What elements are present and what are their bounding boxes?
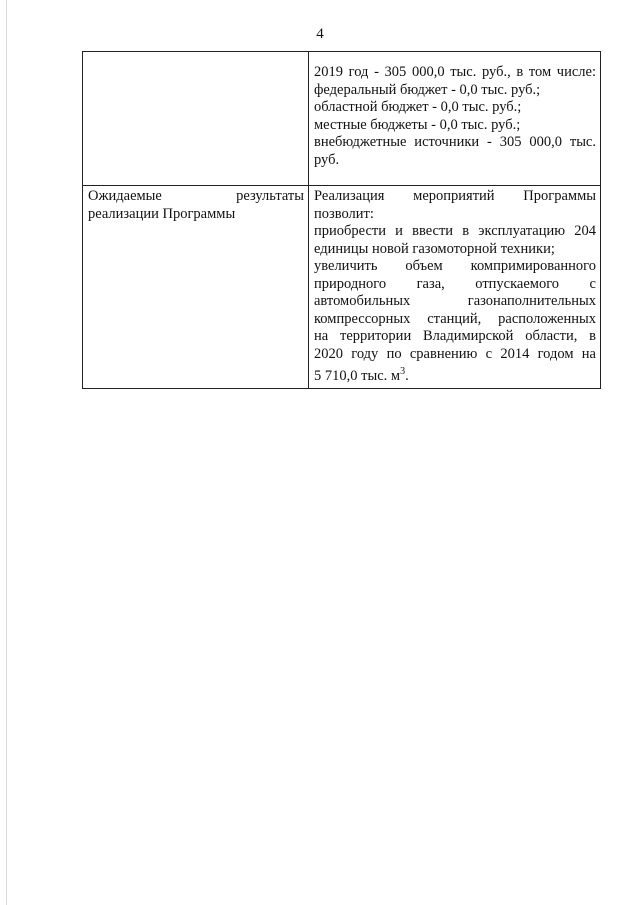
funding-line-regional: областной бюджет - 0,0 тыс. руб.; xyxy=(314,99,522,115)
results-line-11-period: . xyxy=(405,367,409,384)
funding-line-federal: федеральный бюджет - 0,0 тыс. руб.; xyxy=(314,81,541,98)
results-line-5: увеличить объем компримированного xyxy=(314,258,596,274)
cell-funding-values xyxy=(309,52,601,186)
results-unit-superscript: 3 xyxy=(400,366,406,377)
funding-line-total: 2019 год - 305 000,0 тыс. руб., в том числе: xyxy=(314,64,596,80)
results-line-9: на территории Владимирской области, в xyxy=(314,328,596,344)
program-passport-table xyxy=(82,51,601,389)
results-line-10: 2020 году по сравнению с 2014 годом на xyxy=(314,345,596,362)
cell-results-text xyxy=(309,186,601,389)
results-line-1: Реализация мероприятий Программы xyxy=(314,188,596,204)
table-row-results xyxy=(83,186,601,389)
funding-line-extrabudgetary-unit: руб. xyxy=(314,151,340,168)
funding-line-extrabudgetary: внебюджетные источники - 305 000,0 тыс. xyxy=(314,134,596,150)
results-line-11 xyxy=(314,363,596,385)
results-line-3: приобрести и ввести в эксплуатацию 204 xyxy=(314,223,596,239)
results-label-line-2: реализации Программы xyxy=(88,205,236,222)
page-number: 4 xyxy=(316,26,324,42)
results-line-11-text: 5 710,0 тыс. м xyxy=(314,367,401,384)
results-line-2: позволит: xyxy=(314,205,374,222)
results-line-8: компрессорных станций, расположенных xyxy=(314,310,596,327)
results-line-4: единицы новой газомоторной техники; xyxy=(314,240,555,257)
results-label-line-1: Ожидаемые результаты xyxy=(88,188,304,204)
funding-line-local: местные бюджеты - 0,0 тыс. руб.; xyxy=(314,116,521,133)
table-row-funding xyxy=(83,52,601,186)
results-line-7: автомобильных газонаполнительных xyxy=(314,293,596,309)
scan-edge-line xyxy=(6,0,7,905)
cell-funding-label xyxy=(83,52,309,186)
cell-results-label xyxy=(83,186,309,389)
results-line-6: природного газа, отпускаемого с xyxy=(314,275,596,292)
